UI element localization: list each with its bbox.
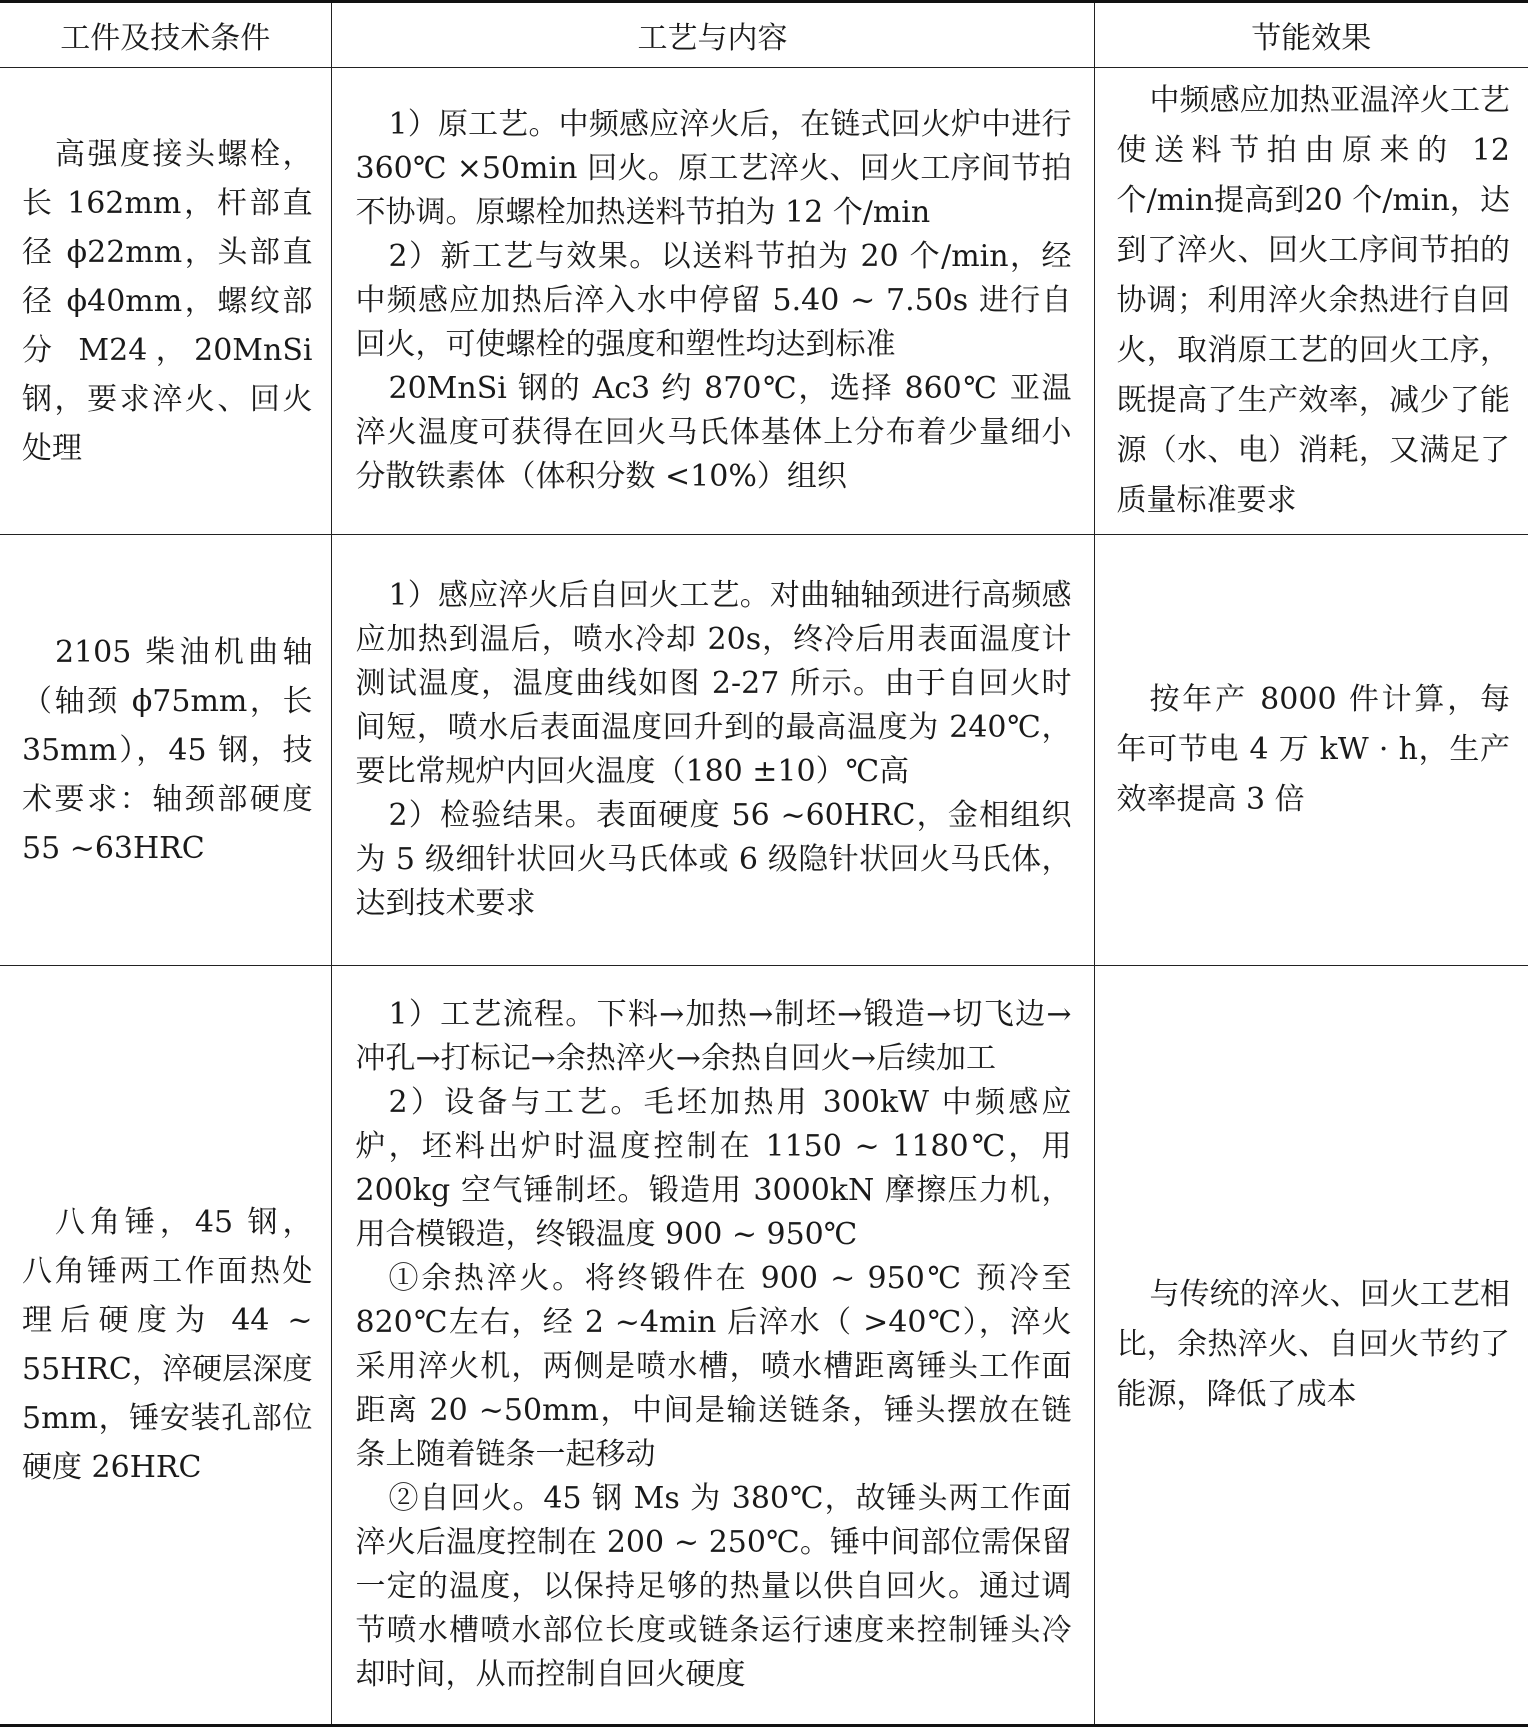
process-paragraph: 2）新工艺与效果。以送料节拍为 20 个/min，经中频感应加热后淬入水中停留 5.40 ~ 7.50s 进行自回火，可使螺栓的强度和塑性均达到标准: [355, 239, 1072, 362]
effect-text: 按年产 8000 件计算，每年可节电 4 万 kW · h，生产效率提高 3 倍: [1116, 682, 1510, 817]
header-workpiece: 工件及技术条件: [0, 2, 331, 68]
workpiece-text: 高强度接头螺栓，长 162mm，杆部直径 ϕ22mm，头部直径 ϕ40mm，螺纹部分 M24，20MnSi 钢，要求淬火、回火处理: [22, 136, 313, 466]
cell-workpiece: [0, 68, 331, 535]
cell-effect: [1094, 966, 1528, 1726]
cell-effect: [1094, 68, 1528, 535]
table-row: [0, 966, 1528, 1726]
process-paragraph: ①余热淬火。将终锻件在 900 ~ 950℃ 预冷至 820℃左右，经 2 ~4min 后淬水（ >40℃），淬火采用淬火机，两侧是喷水槽，喷水槽距离锤头工作面距离 20 ~50mm，中间是输送链条，锤头摆放在链条上随着链条一起移动: [355, 1261, 1072, 1472]
header-process: 工艺与内容: [331, 2, 1094, 68]
workpiece-text: 2105 柴油机曲轴（轴颈 ϕ75mm，长 35mm），45 钢，技术要求：轴颈部硬度 55 ~63HRC: [22, 634, 313, 866]
process-paragraph: 1）工艺流程。下料→加热→制坯→锻造→切飞边→冲孔→打标记→余热淬火→余热自回火→后续加工: [355, 997, 1072, 1076]
cell-workpiece: [0, 535, 331, 966]
effect-text: 与传统的淬火、回火工艺相比，余热淬火、自回火节约了能源，降低了成本: [1116, 1277, 1510, 1412]
table-row: [0, 535, 1528, 966]
process-paragraph: 1）原工艺。中频感应淬火后，在链式回火炉中进行 360℃ ×50min 回火。原工艺淬火、回火工序间节拍不协调。原螺栓加热送料节拍为 12 个/min: [355, 107, 1072, 230]
cell-process: [331, 966, 1094, 1726]
process-paragraph: 2）设备与工艺。毛坯加热用 300kW 中频感应炉，坯料出炉时温度控制在 1150 ~ 1180℃，用 200kg 空气锤制坯。锻造用 3000kN 摩擦压力机，用合模锻造，终锻温度 900 ~ 950℃: [355, 1085, 1072, 1252]
cell-workpiece: [0, 966, 331, 1726]
process-paragraph: 20MnSi 钢的 Ac3 约 870℃，选择 860℃ 亚温淬火温度可获得在回火马氏体基体上分布着少量细小分散铁素体（体积分数 <10%）组织: [355, 371, 1072, 494]
process-paragraph: ②自回火。45 钢 Ms 为 380℃，故锤头两工作面淬火后温度控制在 200 ~ 250℃。锤中间部位需保留一定的温度，以保持足够的热量以供自回火。通过调节喷水槽喷水部位长度或链条运行速度来控制锤头冷却时间，从而控制自回火硬度: [355, 1481, 1072, 1692]
cell-process: [331, 535, 1094, 966]
effect-text: 中频感应加热亚温淬火工艺使送料节拍由原来的 12 个/min提高到20 个/min，达到了淬火、回火工序间节拍的协调；利用淬火余热进行自回火，取消原工艺的回火工序，既提高了生产效率，减少了能源（水、电）消耗，又满足了质量标准要求: [1116, 83, 1510, 518]
cell-effect: [1094, 535, 1528, 966]
workpiece-text: 八角锤，45 钢，八角锤两工作面热处理后硬度为 44 ~ 55HRC，淬硬层深度 5mm，锤安装孔部位硬度 26HRC: [22, 1205, 313, 1485]
cell-process: [331, 68, 1094, 535]
process-paragraph: 1）感应淬火后自回火工艺。对曲轴轴颈进行高频感应加热到温后，喷水冷却 20s，终冷后用表面温度计测试温度，温度曲线如图 2-27 所示。由于自回火时间短，喷水后表面温度回升到的最高温度为 240℃，要比常规炉内回火温度（180 ±10）℃高: [355, 578, 1072, 789]
table-header-row: [0, 2, 1528, 68]
header-effect: 节能效果: [1094, 2, 1528, 68]
table-row: [0, 68, 1528, 535]
process-paragraph: 2）检验结果。表面硬度 56 ~60HRC，金相组织为 5 级细针状回火马氏体或 6 级隐针状回火马氏体，达到技术要求: [355, 798, 1072, 921]
